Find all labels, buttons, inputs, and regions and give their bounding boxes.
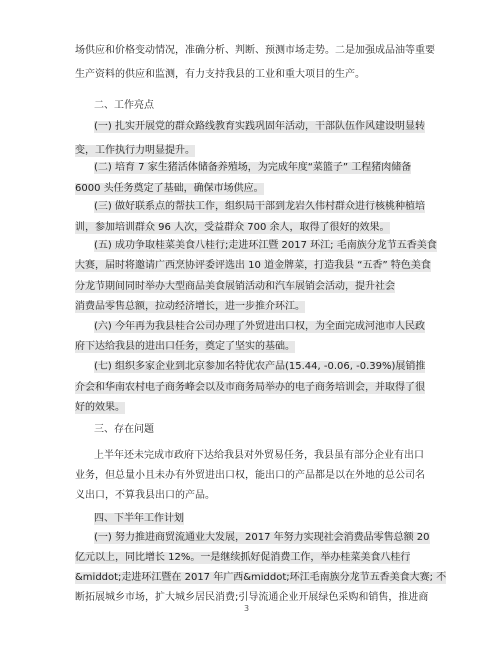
line-text: 断拓展城乡市场，扩大城乡居民消费;引导流通企业开展绿色采购和销售，推进商 [75, 592, 429, 603]
line-text: (六) 今年再为我县桂合公司办理了外贸进出口权，为全面完成河池市人民政 [94, 321, 425, 332]
line-text: (五) 成功争取桂菜美食八桂行;走进环江暨 2017 环江; 毛南族分龙节五香美食 [94, 240, 437, 251]
line-text: 府下达给我县的进出口任务，奠定了坚实的基础。 [75, 341, 295, 352]
line-text: 义出口，不算我县出口的产品。 [75, 490, 215, 501]
line-text: 好的效果。 [75, 402, 125, 413]
line-text: 场供应和价格变动情况，准确分析、判断、预测市场走势。二是加强成品油等重要 [75, 45, 435, 56]
line-text: 三、存在问题 [94, 424, 154, 435]
line-text: (三) 做好联系点的帮扶工作，组织局干部到龙岩久伟村群众进行核桃种植培 [94, 201, 425, 212]
line-text: (一) 扎实开展党的群众路线教育实践巩固年活动，干部队伍作风建设明显转 [94, 121, 425, 132]
line-text: 6000 头任务奠定了基础，确保市场供应。 [75, 183, 264, 194]
line-text: 四、下半年工作计划 [94, 513, 184, 524]
line-text: &middot;走进环江暨在 2017 年广西&middot;环江毛南族分龙节五香美食大赛; 不 [75, 572, 447, 583]
line-text: (一) 努力推进商贸流通业大发展，2017 年努力实现社会消费品零售总额 20 [94, 532, 430, 543]
line-text: 上半年还未完成市政府下达给我县对外贸易任务，我县虽有部分企业有出口 [94, 450, 424, 461]
line-text: 亿元以上，同比增长 12%。一是继续抓好促消费工作，举办桂菜美食八桂行 [75, 552, 411, 563]
line-text: (二) 培育 7 家生猪活体储备养殖场，为完成年度“菜篮子” 工程猪肉储备 [94, 162, 412, 173]
line-text: (七) 组织多家企业到北京参加名特优农产品(15.44, -0.06, -0.39%)展销推 [94, 361, 426, 372]
line-text: 业务，但总量小且未办有外贸进出口权，能出口的产品都是以在外地的总公司名 [75, 470, 425, 481]
line-text: 介会和华南农村电子商务峰会以及市商务局举办的电子商务培训会，并取得了很 [75, 382, 425, 393]
line-text: 消费品零售总额，拉动经济增长，进一步推介环江。 [75, 301, 305, 312]
line-text: 生产资料的供应和监测，有力支持我县的工业和重大项目的生产。 [75, 69, 365, 80]
line-text: 分龙节期间同时举办大型商品美食展销活动和汽车展销会活动，提升社会 [75, 281, 395, 292]
line-text: 训，参加培训群众 96 人次，受益群众 700 余人，取得了很好的效果。 [75, 222, 390, 233]
page-number: 3 [244, 604, 250, 613]
line-text: 变，工作执行力明显提升。 [75, 145, 195, 156]
line-text: 二、工作亮点 [94, 100, 154, 111]
line-text: 大赛，届时将邀请广西烹协评委评选出 10 道金牌菜，打造我县 “五香” 特色美食 [75, 260, 431, 271]
